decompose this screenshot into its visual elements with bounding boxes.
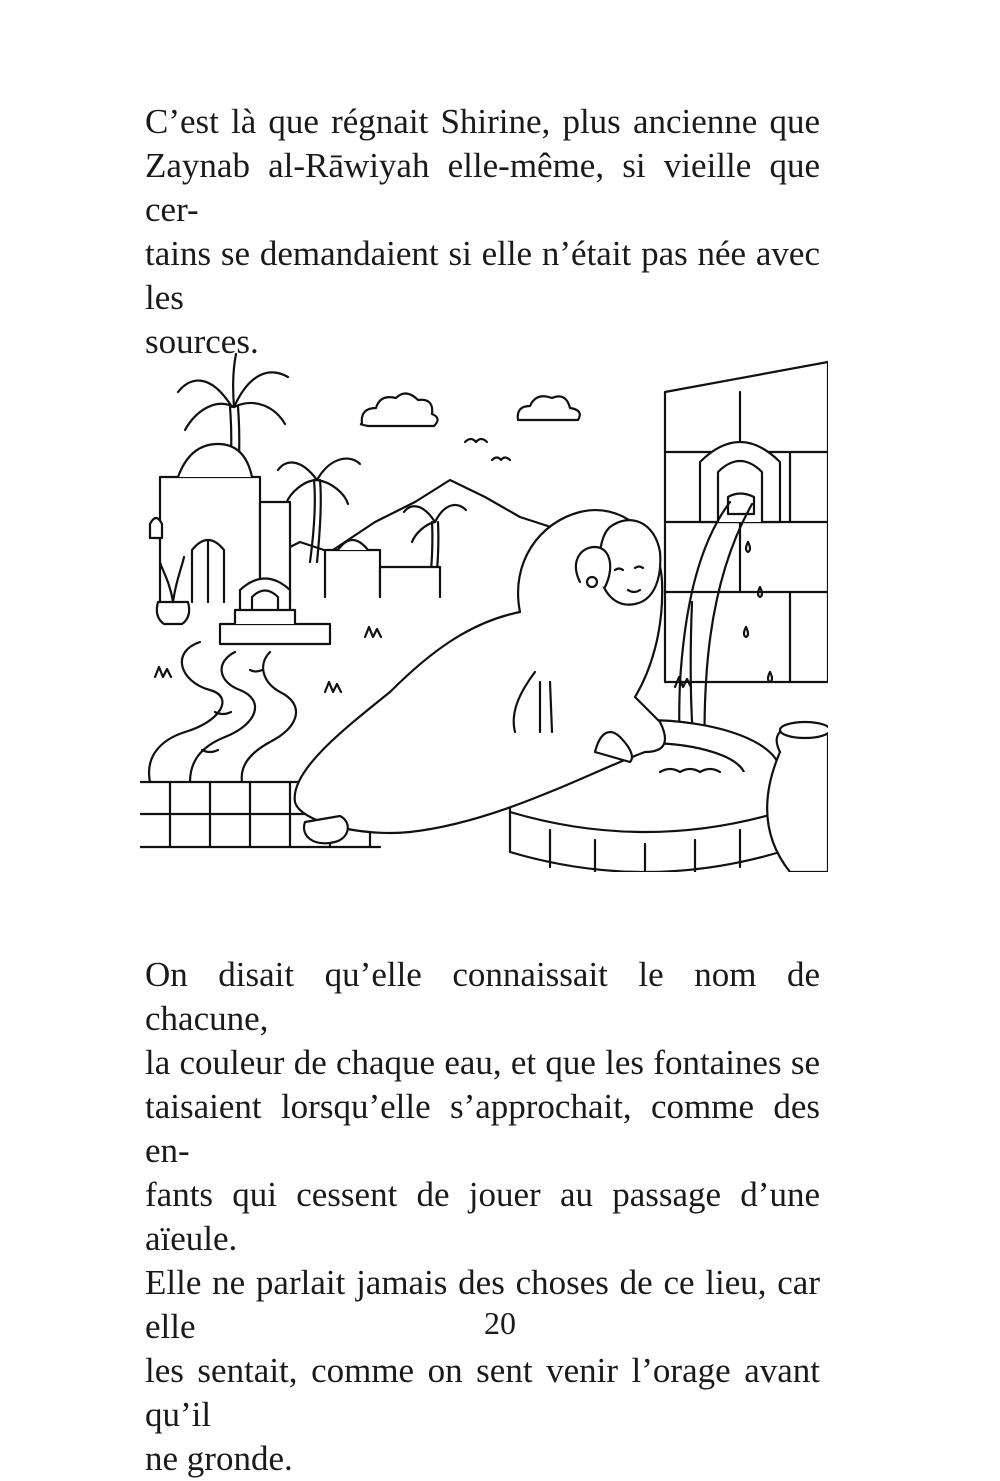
paragraph-1-line: C’est là que régnait Shirine, plus ancienne que xyxy=(145,102,820,141)
water-channel xyxy=(149,642,296,782)
paragraph-2-line: fants qui cessent de jouer au passage d’une aïeule. xyxy=(145,1175,820,1258)
paragraph-2-line: Elle ne parlait jamais des choses de ce lieu, car elle xyxy=(145,1263,820,1346)
paragraph-1-line: tains se demandaient si elle n’était pas née avec les xyxy=(145,234,820,317)
illustration xyxy=(140,352,828,872)
clay-jar xyxy=(767,722,828,872)
paragraph-2-line: On disait qu’elle connaissait le nom de chacune, xyxy=(145,955,820,1038)
stone-wall-spout xyxy=(665,362,828,682)
paragraph-2-line: la couleur de chaque eau, et que les fontaines se xyxy=(145,1043,820,1082)
paragraph-2-line: ne gronde. xyxy=(145,1439,293,1478)
paragraph-1-line: Zaynab al-Rāwiyah elle-même, si vieille que cer- xyxy=(145,146,820,229)
paragraph-1 xyxy=(145,100,820,364)
paragraph-2-line: taisaient lorsqu’elle s’approchait, comme des en- xyxy=(145,1087,820,1170)
cloud xyxy=(518,396,580,420)
cloud xyxy=(361,393,438,426)
birds xyxy=(465,439,510,460)
domed-houses xyxy=(150,444,440,602)
paragraph-2-line: les sentait, comme on sent venir l’orage avant qu’il xyxy=(145,1351,820,1434)
paragraph-2 xyxy=(145,953,820,1481)
page-number: 20 xyxy=(484,1305,516,1341)
paragraph-1-line: sources. xyxy=(145,322,259,361)
